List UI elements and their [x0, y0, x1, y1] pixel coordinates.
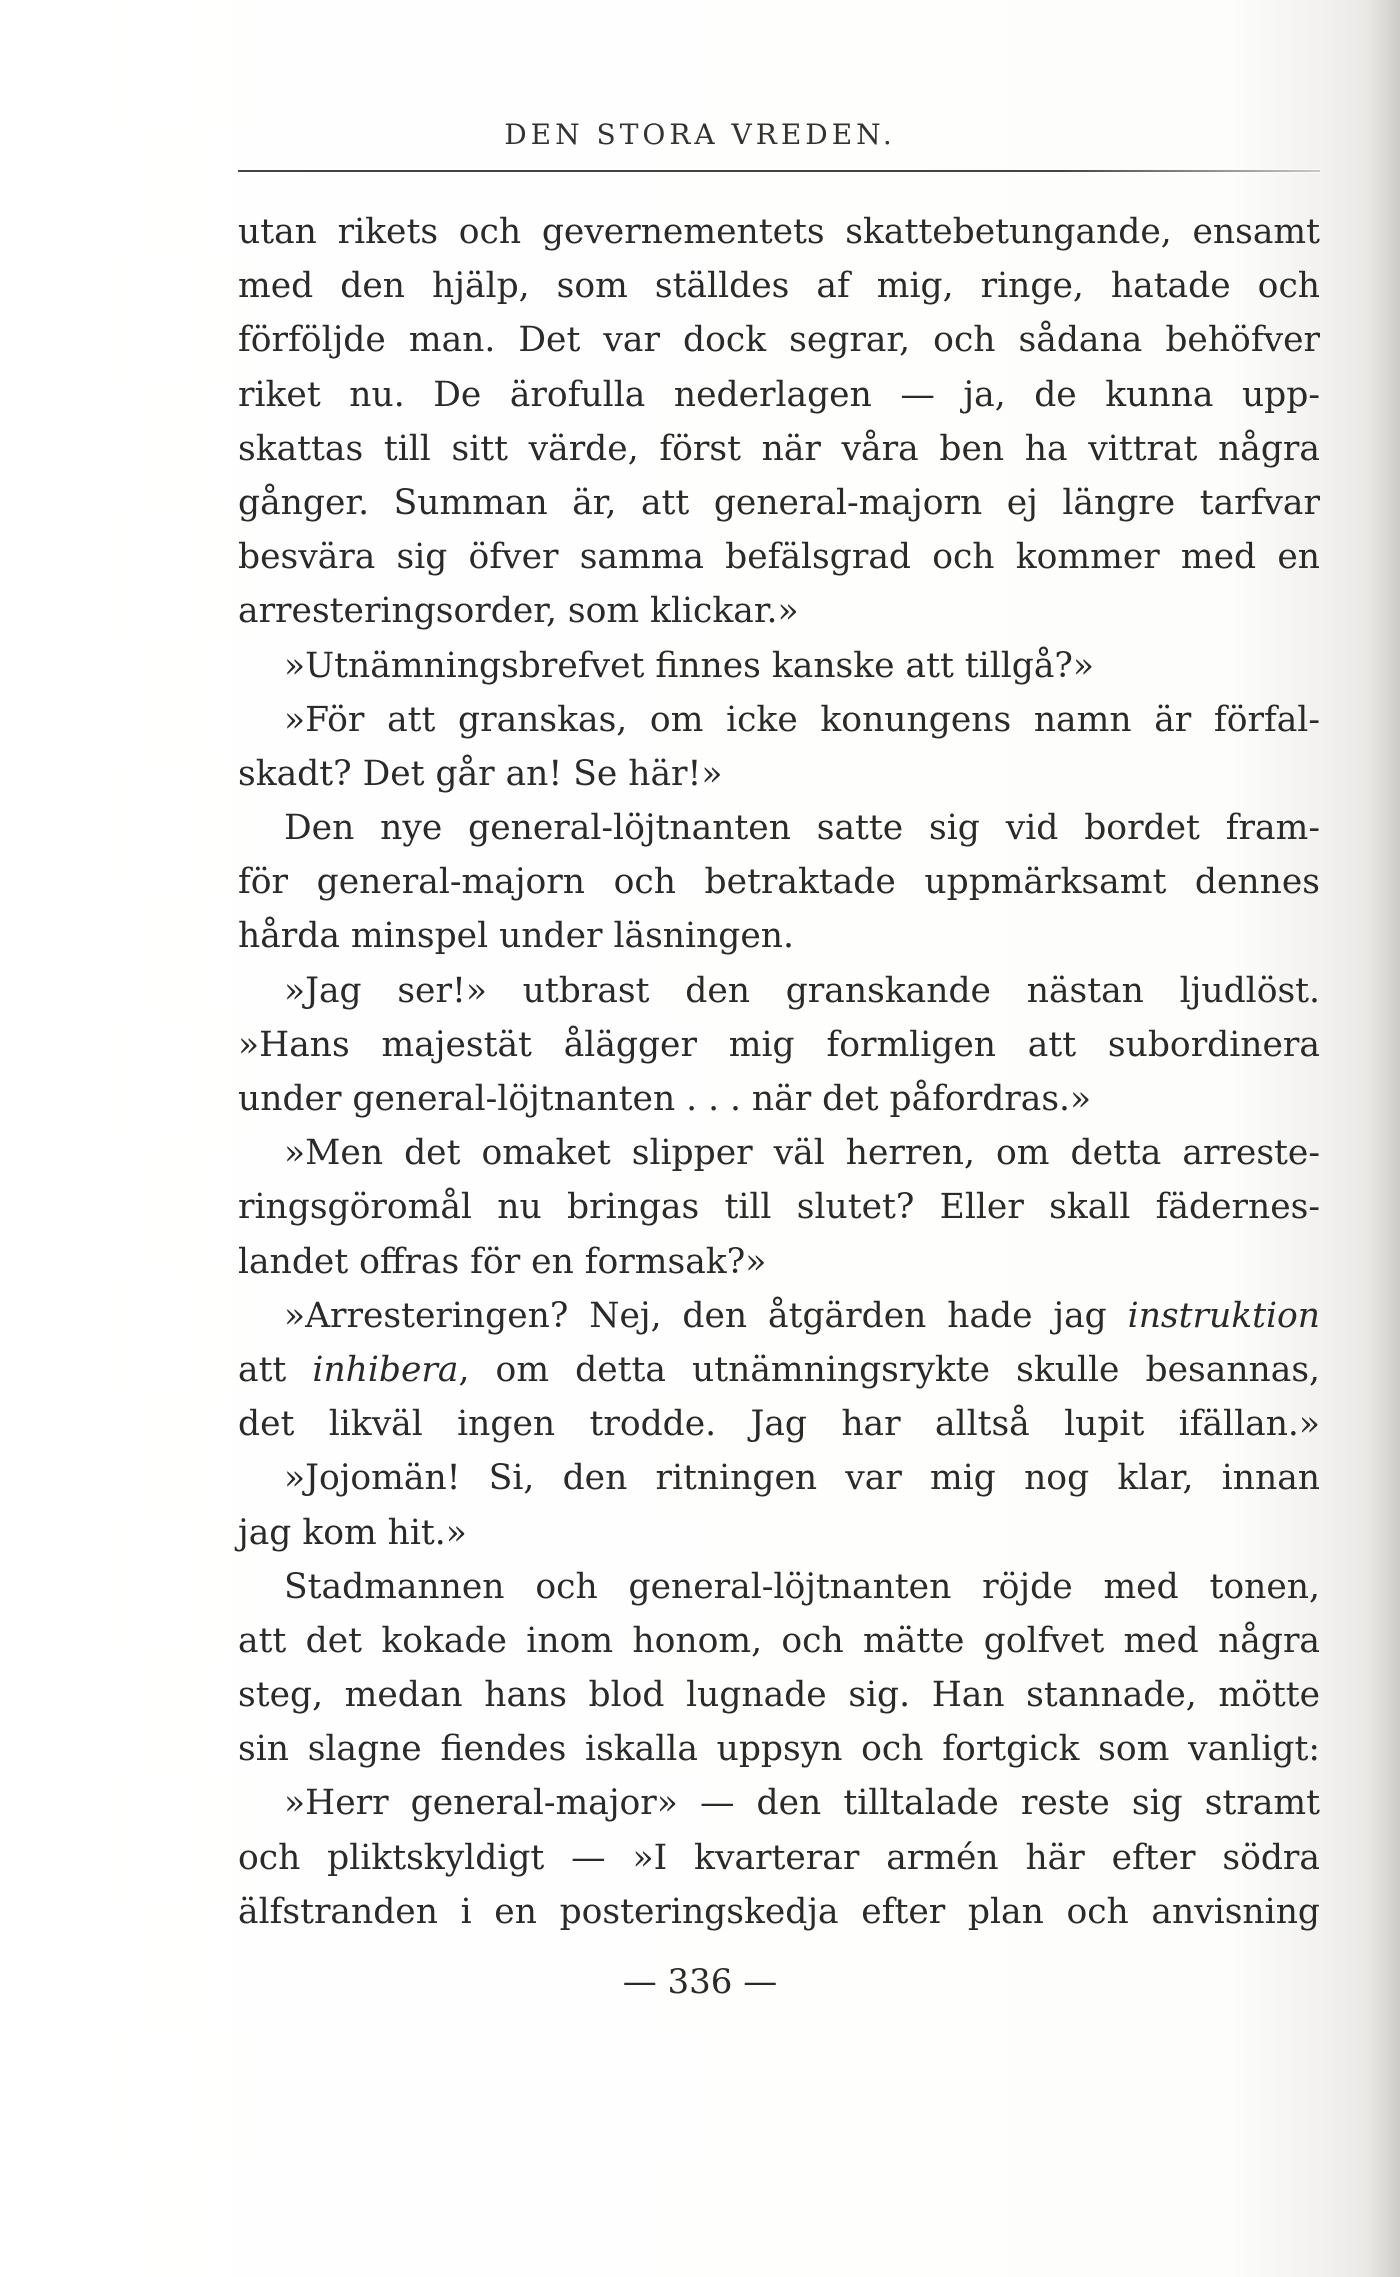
text-line: [238, 259, 1320, 313]
text-line-content: Stadmannen och general-löjtnanten röjde med tonen,: [284, 1566, 1320, 1607]
italic-word: inhibera: [312, 1349, 459, 1390]
text-line-content: att det kokade inom honom, och mätte golfvet med några: [238, 1620, 1320, 1661]
page-edge-shadow: [1366, 0, 1400, 2277]
text-line-content: och pliktskyldigt — »I kvarterar armén här efter södra: [238, 1837, 1320, 1878]
text-line-content: sin slagne fiendes iskalla uppsyn och fortgick som vanligt:: [238, 1729, 1320, 1770]
text-line-content: hårda minspel under läsningen.: [238, 916, 794, 957]
text-line: [238, 1560, 1320, 1614]
text-line-content: att: [238, 1349, 313, 1390]
text-line-continuation: , om detta utnämningsrykte skulle besannas,: [458, 1349, 1321, 1390]
text-line: [238, 964, 1320, 1018]
text-line-content: »Jag ser!» utbrast den granskande nästan ljudlöst.: [284, 970, 1320, 1011]
text-line-content: steg, medan hans blod lugnade sig. Han stannade, mötte: [238, 1675, 1320, 1716]
text-line: [238, 1343, 1320, 1397]
running-header: DEN STORA VREDEN.: [504, 118, 896, 151]
text-line-content: under general-löjtnanten . . . när det påfordras.»: [238, 1079, 1092, 1119]
text-line-content: förföljde man. Det var dock segrar, och sådana behöfver: [238, 320, 1320, 361]
text-line-content: besvära sig öfver samma befälsgrad och kommer med en: [238, 537, 1320, 578]
page-number: — 336 —: [622, 1962, 778, 2002]
text-line-content: riket nu. De ärofulla nederlagen — ja, de kunna upp-: [238, 374, 1320, 415]
text-line: [238, 1668, 1320, 1722]
text-line-content: det likväl ingen trodde. Jag har alltså lupit ifällan.»: [238, 1404, 1320, 1445]
text-line: [238, 747, 1320, 801]
text-line-content: utan rikets och gevernementets skattebetungande, ensamt: [238, 212, 1320, 252]
text-line: [238, 368, 1320, 422]
text-line: [238, 1018, 1320, 1072]
text-line: [238, 1289, 1320, 1343]
text-line: [238, 855, 1320, 909]
text-line-content: älfstranden i en posteringskedja efter plan och anvisning: [238, 1891, 1320, 1932]
text-line-content: för general-majorn och betraktade uppmärksamt dennes: [238, 862, 1320, 903]
text-line-content: skadt? Det går an! Se här!»: [238, 753, 723, 794]
text-line: [238, 1235, 1320, 1289]
text-line: [238, 1614, 1320, 1668]
text-line: [238, 1722, 1320, 1776]
text-line-content: med den hjälp, som ställdes af mig, ringe, hatade och: [238, 266, 1320, 307]
text-line: [238, 1831, 1320, 1885]
text-line-content: »Hans majestät ålägger mig formligen att subordinera: [238, 1024, 1320, 1065]
header-rule-fade: [1060, 169, 1320, 173]
text-line-content: »Men det omaket slipper väl herren, om detta arreste-: [284, 1133, 1320, 1174]
text-line: [238, 205, 1320, 259]
text-line: [238, 801, 1320, 855]
text-line: [238, 909, 1320, 963]
text-line: [238, 1451, 1320, 1505]
text-line: [238, 693, 1320, 747]
text-line-content: »Herr general-major» — den tilltalade reste sig stramt: [284, 1783, 1320, 1824]
body-text: [238, 205, 1320, 1939]
text-line: [238, 1072, 1320, 1126]
text-line: [238, 530, 1320, 584]
italic-word: instruktion: [1127, 1295, 1320, 1336]
text-line: [238, 1776, 1320, 1830]
text-line: [238, 639, 1320, 693]
text-line-content: skattas till sitt värde, först när våra ben ha vittrat några: [238, 428, 1320, 469]
text-line-content: »För att granskas, om icke konungens namn är förfal-: [284, 699, 1320, 740]
text-line-content: »Arresteringen? Nej, den åtgärden hade jag: [284, 1295, 1128, 1336]
text-line: [238, 476, 1320, 530]
text-line-content: »Jojomän! Si, den ritningen var mig nog klar, innan: [284, 1458, 1320, 1499]
text-line: [238, 1885, 1320, 1939]
text-line: [238, 584, 1320, 638]
text-line-content: »Utnämningsbrefvet finnes kanske att tillgå?»: [284, 645, 1095, 686]
text-line-content: landet offras för en formsak?»: [238, 1241, 767, 1282]
text-line: [238, 1506, 1320, 1560]
text-line: [238, 313, 1320, 367]
text-line-content: jag kom hit.»: [238, 1512, 467, 1553]
text-line: [238, 1126, 1320, 1180]
text-line-content: ringsgöromål nu bringas till slutet? Eller skall fädernes-: [238, 1187, 1320, 1228]
text-line: [238, 422, 1320, 476]
text-line-content: gånger. Summan är, att general-majorn ej längre tarfvar: [238, 482, 1320, 523]
text-line-content: Den nye general-löjtnanten satte sig vid bordet fram-: [284, 808, 1320, 849]
text-line: [238, 1180, 1320, 1234]
text-line: [238, 1397, 1320, 1451]
text-line-content: arresteringsorder, som klickar.»: [238, 591, 799, 632]
